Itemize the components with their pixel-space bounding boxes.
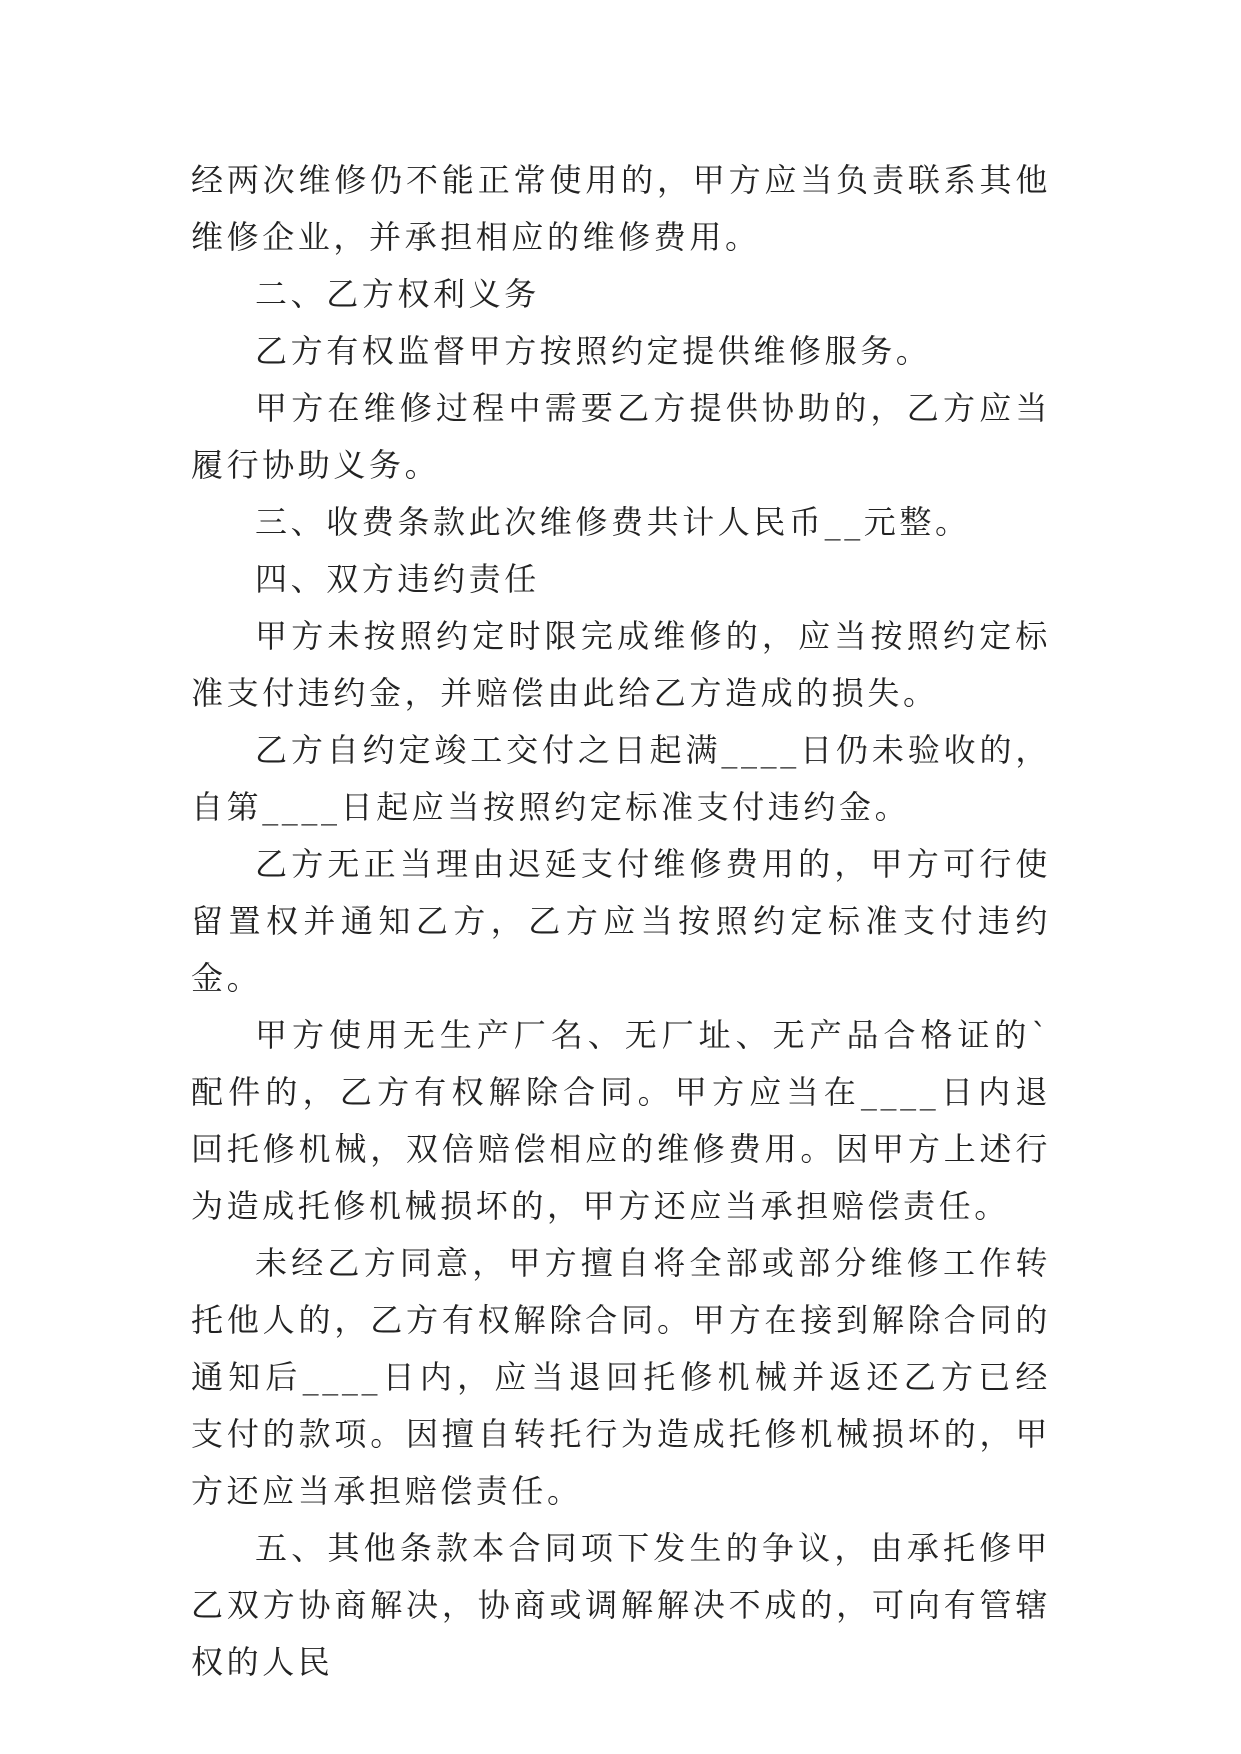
- paragraph-late-payment: 乙方无正当理由迟延支付维修费用的，甲方可行使留置权并通知乙方，乙方应当按照约定标准支付违约金。: [191, 845, 1051, 997]
- paragraph-late-repair: 甲方未按照约定时限完成维修的，应当按照约定标准支付违约金，并赔偿由此给乙方造成的损失。: [191, 617, 1051, 712]
- document-body: [191, 152, 1051, 1691]
- section-heading-party-b-rights: 二、乙方权利义务: [255, 275, 540, 313]
- paragraph-subcontracting: 未经乙方同意，甲方擅自将全部或部分维修工作转托他人的，乙方有权解除合同。甲方在接到解除合同的通知后____日内，应当退回托修机械并返还乙方已经支付的款项。因擅自转托行为造成托修机械损坏的，甲方还应当承担赔偿责任。: [191, 1244, 1051, 1510]
- paragraph-assistance: 甲方在维修过程中需要乙方提供协助的，乙方应当履行协助义务。: [191, 389, 1051, 484]
- section-heading-fees: 三、收费条款此次维修费共计人民币__元整。: [255, 503, 971, 541]
- paragraph-repair-failure: 经两次维修仍不能正常使用的，甲方应当负责联系其他维修企业，并承担相应的维修费用。: [191, 161, 1051, 256]
- paragraph-late-acceptance: 乙方自约定竣工交付之日起满____日仍未验收的，自第____日起应当按照约定标准支付违约金。: [191, 731, 1051, 826]
- paragraph-supervision: 乙方有权监督甲方按照约定提供维修服务。: [255, 332, 932, 370]
- section-heading-liability: 四、双方违约责任: [255, 560, 540, 598]
- section-heading-other-terms: 五、其他条款本合同项下发生的争议，由承托修甲乙双方协商解决，协商或调解解决不成的，可向有管辖权的人民: [191, 1529, 1051, 1681]
- paragraph-unqualified-parts: 甲方使用无生产厂名、无厂址、无产品合格证的`配件的，乙方有权解除合同。甲方应当在____日内退回托修机械，双倍赔偿相应的维修费用。因甲方上述行为造成托修机械损坏的，甲方还应当承担赔偿责任。: [191, 1016, 1051, 1225]
